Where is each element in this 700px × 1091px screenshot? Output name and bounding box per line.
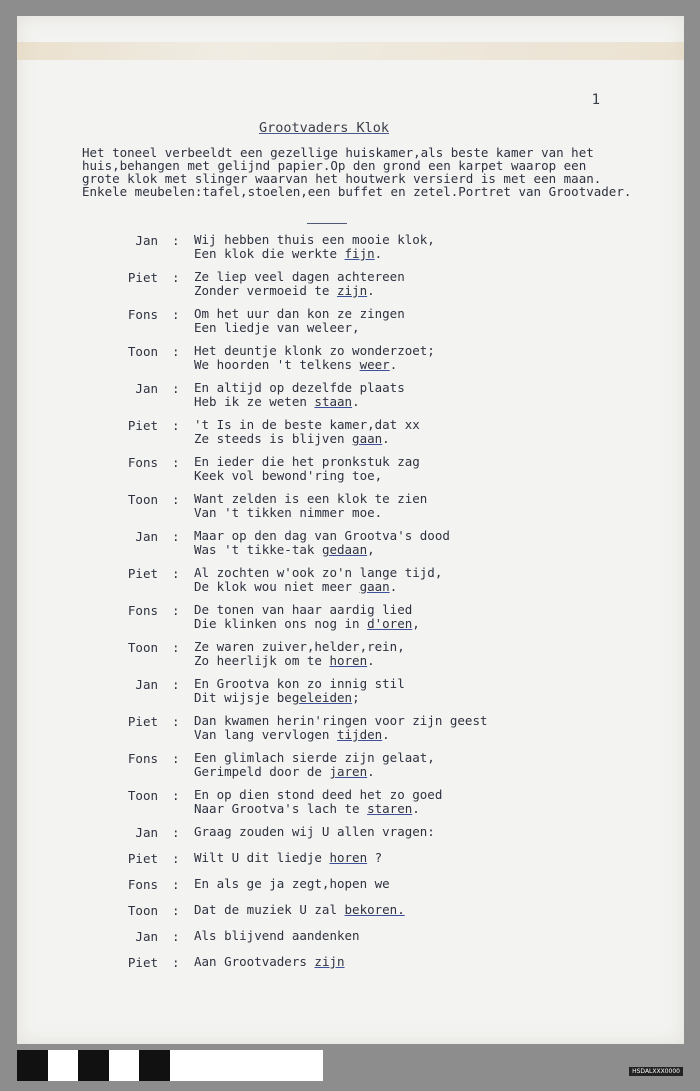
verse-punct: . (367, 764, 375, 779)
verse-lines (194, 344, 435, 372)
dialogue-stanza (112, 529, 592, 566)
verse-text: Dit wijsje be (194, 690, 292, 705)
verse-lines (194, 677, 405, 705)
dialogue-stanza (112, 381, 592, 418)
verse-line-1: En ieder die het pronkstuk zag (194, 454, 420, 469)
speaker-colon: : (172, 233, 180, 248)
speaker-colon: : (172, 929, 180, 944)
dialogue-stanza (112, 603, 592, 640)
dialogue-stanza (112, 751, 592, 788)
calibration-white (170, 1050, 323, 1081)
rhyme-word: weer (359, 357, 390, 372)
verse-text: Als blijvend aandenken (194, 928, 360, 943)
verse-punct: . (367, 653, 375, 668)
verse-text: De klok wou niet meer (194, 579, 360, 594)
speaker-name: Toon (127, 640, 158, 655)
rhyme-word: horen (329, 653, 368, 668)
verse-text: Zo heerlijk om te (194, 653, 330, 668)
verse-punct: ; (352, 690, 360, 705)
dialogue-stanza (112, 233, 592, 270)
verse-text: Keek vol bewond'ring toe, (194, 468, 383, 483)
speaker-colon: : (172, 492, 180, 507)
verse-line-1: Al zochten w'ook zo'n lange tijd, (194, 565, 443, 580)
speaker-name: Jan (135, 381, 158, 396)
verse-text: Dat de muziek U zal (194, 902, 345, 917)
rhyme-word: fijn (344, 246, 375, 261)
verse-text: Gerimpeld door de (194, 764, 330, 779)
verse-line-1: Want zelden is een klok te zien (194, 491, 428, 506)
dialogue-stanza (112, 492, 592, 529)
verse-lines (194, 270, 405, 298)
speaker-colon: : (172, 714, 180, 729)
verse-lines (194, 566, 442, 594)
speaker-colon: : (172, 640, 180, 655)
verse-line-2 (194, 506, 427, 520)
verse-text: Ze steeds is blijven (194, 431, 353, 446)
speaker-name: Toon (127, 903, 158, 918)
calibration-black (78, 1050, 109, 1081)
rhyme-word: gedaan (321, 542, 368, 557)
rhyme-word: gaan (359, 579, 390, 594)
closing-line (112, 877, 592, 903)
speaker-name: Piet (127, 566, 158, 581)
verse-line-1: Een glimlach sierde zijn gelaat, (194, 750, 435, 765)
verse-text: Aan Grootvaders (194, 954, 315, 969)
archive-id: HSDALXXX0000 (629, 1067, 683, 1076)
calibration-white (109, 1050, 140, 1081)
rhyme-word: staan (314, 394, 353, 409)
verse-lines (194, 418, 420, 446)
verse-punct: . (412, 801, 420, 816)
verse-lines (194, 788, 442, 816)
verse-punct: . (389, 357, 398, 372)
verse-punct: . (374, 246, 383, 261)
verse-line-1: En Grootva kon zo innig stil (194, 676, 405, 691)
stage-directions (82, 146, 682, 198)
verse-text: Een klok die werkte (194, 246, 345, 261)
speaker-colon: : (172, 270, 180, 285)
verse-text: Die klinken ons nog in (194, 616, 368, 631)
speaker-colon: : (172, 566, 180, 581)
dialogue-stanza (112, 677, 592, 714)
speaker-name: Fons (127, 751, 158, 766)
verse-line-2 (194, 543, 450, 557)
speaker-colon: : (172, 418, 180, 433)
verse-lines (194, 455, 420, 483)
verse-line-2 (194, 358, 435, 372)
verse-lines (194, 233, 435, 261)
verse-lines (194, 877, 390, 891)
rhyme-word: zijn (337, 283, 368, 298)
speaker-name: Jan (135, 825, 158, 840)
verse-punct: . (367, 283, 375, 298)
speaker-colon: : (172, 751, 180, 766)
rhyme-word: geleiden (291, 690, 353, 705)
verse-lines (194, 381, 405, 409)
verse-lines (194, 903, 405, 917)
verse-line-2 (194, 432, 420, 446)
speaker-colon: : (172, 381, 180, 396)
verse-text: Zonder vermoeid te (194, 283, 337, 298)
verse-line-2 (194, 654, 405, 668)
rhyme-word: tijden (337, 727, 383, 742)
speaker-name: Toon (127, 788, 158, 803)
calibration-black (139, 1050, 170, 1081)
verse-line-1: Dan kwamen herin'ringen voor zijn geest (194, 713, 488, 728)
dialogue-list (112, 233, 592, 981)
speaker-colon: : (172, 788, 180, 803)
dialogue-stanza (112, 714, 592, 751)
speaker-colon: : (172, 455, 180, 470)
verse-line-1: Om het uur dan kon ze zingen (194, 306, 405, 321)
verse-lines (194, 307, 405, 335)
verse-line-2 (194, 247, 435, 261)
speaker-colon: : (172, 955, 180, 970)
verse-line-2 (194, 765, 435, 779)
verse-text: Wilt U dit liedje (194, 850, 330, 865)
dialogue-stanza (112, 270, 592, 307)
rhyme-word: bekoren. (344, 902, 405, 917)
speaker-name: Fons (127, 307, 158, 322)
verse-line-2 (194, 284, 405, 298)
dialogue-stanza (112, 788, 592, 825)
rhyme-word: gaan (352, 431, 383, 446)
speaker-colon: : (172, 851, 180, 866)
verse-lines (194, 825, 435, 839)
rhyme-word: horen (329, 850, 368, 865)
speaker-name: Piet (127, 270, 158, 285)
speaker-name: Piet (127, 955, 158, 970)
divider-line (307, 223, 347, 224)
verse-lines (194, 929, 360, 943)
rhyme-word: zijn (314, 954, 345, 969)
speaker-colon: : (172, 603, 180, 618)
verse-line-2 (194, 395, 405, 409)
verse-lines (194, 955, 345, 969)
verse-line-1: En altijd op dezelfde plaats (194, 380, 405, 395)
intro-line: grote klok met slinger waarvan het houtwerk versierd is met een maan. (82, 171, 602, 186)
verse-line-2 (194, 469, 420, 483)
speaker-name: Fons (127, 603, 158, 618)
rhyme-word: d'oren (367, 616, 413, 631)
speaker-name: Fons (127, 455, 158, 470)
page-title: Grootvaders Klok (259, 120, 390, 136)
verse-line-2 (194, 617, 420, 631)
verse-line-1: Wij hebben thuis een mooie klok, (194, 232, 435, 247)
verse-lines (194, 603, 420, 631)
calibration-white (48, 1050, 79, 1081)
speaker-colon: : (172, 344, 180, 359)
calibration-black (17, 1050, 48, 1081)
dialogue-stanza (112, 344, 592, 381)
verse-line-2 (194, 580, 442, 594)
verse-lines (194, 751, 435, 779)
verse-line-1: De tonen van haar aardig lied (194, 602, 413, 617)
intro-line: huis,behangen met gelijnd papier.Op den grond een karpet waarop een (82, 158, 587, 173)
verse-line-1: En op dien stond deed het zo goed (194, 787, 443, 802)
verse-line-1: Maar op den dag van Grootva's dood (194, 528, 450, 543)
verse-line-1: 't Is in de beste kamer,dat xx (194, 417, 420, 432)
verse-line-2 (194, 728, 488, 742)
verse-line-1: Ze waren zuiver,helder,rein, (194, 639, 405, 654)
speaker-colon: : (172, 529, 180, 544)
speaker-name: Piet (127, 851, 158, 866)
page-number: 1 (591, 92, 600, 108)
verse-text: En als ge ja zegt,hopen we (194, 876, 390, 891)
verse-punct: ? (367, 850, 383, 865)
dialogue-stanza (112, 640, 592, 677)
verse-lines (194, 851, 382, 865)
verse-punct: . (389, 579, 398, 594)
tape-strip (17, 42, 684, 60)
verse-punct: . (382, 727, 390, 742)
verse-line-2 (194, 802, 442, 816)
verse-text: Van lang vervlogen (194, 727, 337, 742)
closing-line (112, 903, 592, 929)
speaker-name: Piet (127, 714, 158, 729)
verse-line-2 (194, 321, 405, 335)
verse-text: We hoorden 't telkens (194, 357, 360, 372)
speaker-name: Fons (127, 877, 158, 892)
speaker-colon: : (172, 877, 180, 892)
speaker-colon: : (172, 307, 180, 322)
speaker-name: Jan (135, 233, 158, 248)
verse-text: Naar Grootva's lach te (194, 801, 368, 816)
intro-line: Enkele meubelen:tafel,stoelen,een buffet en zetel.Portret van Grootvader. (82, 184, 632, 199)
verse-lines (194, 492, 427, 520)
verse-punct: . (382, 431, 390, 446)
closing-line (112, 825, 592, 851)
verse-punct: , (412, 616, 420, 631)
verse-line-2 (194, 691, 405, 705)
dialogue-stanza (112, 418, 592, 455)
verse-lines (194, 714, 488, 742)
closing-line (112, 929, 592, 955)
rhyme-word: jaren (329, 764, 368, 779)
speaker-colon: : (172, 825, 180, 840)
intro-line: Het toneel verbeeldt een gezellige huiskamer,als beste kamer van het (82, 145, 594, 160)
verse-lines (194, 640, 405, 668)
speaker-name: Jan (135, 529, 158, 544)
verse-line-1: Ze liep veel dagen achtereen (194, 269, 405, 284)
speaker-name: Toon (127, 492, 158, 507)
verse-text: Was 't tikke-tak (194, 542, 322, 557)
verse-text: Graag zouden wij U allen vragen: (194, 824, 435, 839)
verse-punct: . (352, 394, 360, 409)
speaker-colon: : (172, 677, 180, 692)
dialogue-stanza (112, 566, 592, 603)
verse-text: Een liedje van weleer, (194, 320, 360, 335)
verse-lines (194, 529, 450, 557)
verse-line-1: Het deuntje klonk zo wonderzoet; (194, 343, 435, 358)
speaker-name: Jan (135, 929, 158, 944)
rhyme-word: staren (367, 801, 413, 816)
speaker-name: Toon (127, 344, 158, 359)
speaker-name: Piet (127, 418, 158, 433)
dialogue-stanza (112, 307, 592, 344)
closing-line (112, 851, 592, 877)
color-calibration-strip (17, 1050, 323, 1081)
dialogue-stanza (112, 455, 592, 492)
speaker-colon: : (172, 903, 180, 918)
verse-punct: , (367, 542, 375, 557)
speaker-name: Jan (135, 677, 158, 692)
verse-text: Heb ik ze weten (194, 394, 315, 409)
verse-text: Van 't tikken nimmer moe. (194, 505, 383, 520)
closing-line (112, 955, 592, 981)
